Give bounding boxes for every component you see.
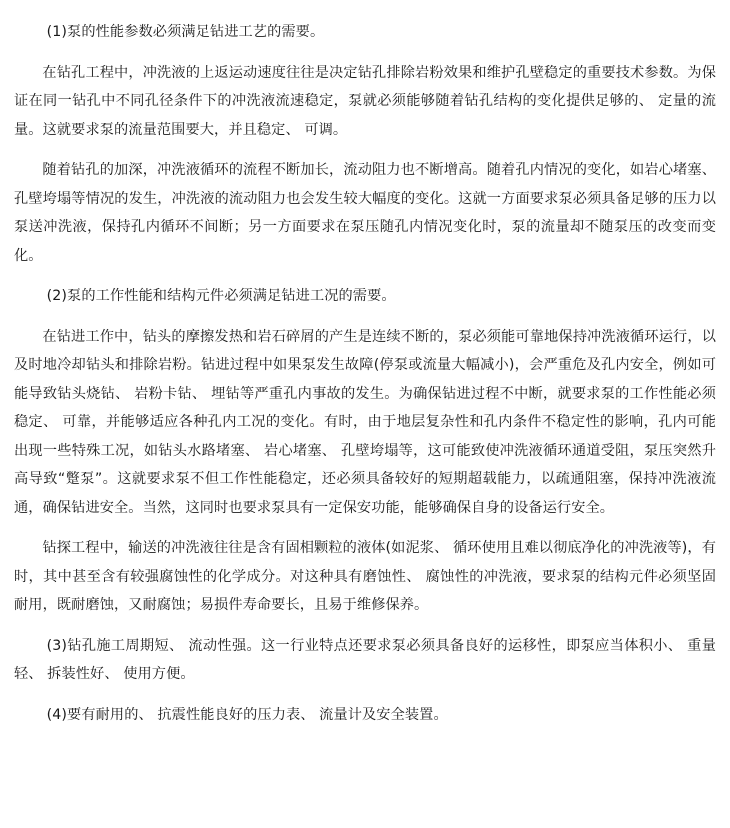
paragraph: 在钻孔工程中，冲洗液的上返运动速度往往是决定钻孔排除岩粉效果和维护孔壁稳定的重要技术参数。为保证在同一钻孔中不同孔径条件下的冲洗液流速稳定，泵就必须能够随着钻孔结构的变化提供足够的、 定量的流量。这就要求泵的流量范围要大，并且稳定、 可调。 [14, 64, 716, 138]
section-heading-1: (1)泵的性能参数必须满足钻进工艺的需要。 [46, 24, 325, 40]
section-heading-4: (4)要有耐用的、 抗震性能良好的压力表、 流量计及安全装置。 [46, 706, 448, 723]
paragraph: 在钻进工作中，钻头的摩擦发热和岩石碎屑的产生是连续不断的，泵必须能可靠地保持冲洗液循环运行，以及时地冷却钻头和排除岩粉。钻进过程中如果泵发生故障(停泵或流量大幅减小)，会严重危及孔内安全，例如可能导致钻头烧钻、 岩粉卡钻、 埋钻等严重孔内事故的发生。为确保钻进过程不中断，就要求泵的工作性能必须稳定、 可靠，并能够适应各种孔内工况的变化。有时，由于地层复杂性和孔内条件不稳定性的影响，孔内可能出现一些特殊工况，如钻头水路堵塞、 岩心堵塞、 孔壁垮塌等，这可能致使冲洗液循环通道受阻，泵压突然升高导致“蹩泵”。这就要求泵不但工作性能稳定，还必须具备较好的短期超载能力，以疏通阻塞，保持冲洗液流通，确保钻进安全。当然，这同时也要求泵具有一定保安功能，能够确保自身的设备运行安全。 [14, 328, 716, 516]
paragraph: 钻探工程中，输送的冲洗液往往是含有固相颗粒的液体(如泥浆、 循环使用且难以彻底净化的冲洗液等)，有时，其中甚至含有较强腐蚀性的化学成分。对这种具有磨蚀性、 腐蚀性的冲洗液，要求泵的结构元件必须坚固耐用，既耐磨蚀，又耐腐蚀；易损件寿命要长，且易于维修保养。 [14, 540, 716, 613]
section-heading-3: (3)钻孔施工周期短、 流动性强。这一行业特点还要求泵必须具备良好的运移性，即泵应当体积小、 重量轻、 拆装性好、 使用方便。 [14, 637, 716, 682]
section-heading-2: (2)泵的工作性能和结构元件必须满足钻进工况的需要。 [46, 288, 396, 304]
paragraph: 随着钻孔的加深，冲洗液循环的流程不断加长，流动阻力也不断增高。随着孔内情况的变化，如岩心堵塞、 孔壁垮塌等情况的发生，冲洗液的流动阻力也会发生较大幅度的变化。这就一方面要求泵必须具备足够的压力以泵送冲洗液，保持孔内循环不间断；另一方面要求在泵压随孔内情况变化时，泵的流量却不随泵压的改变而变化。 [14, 162, 716, 264]
